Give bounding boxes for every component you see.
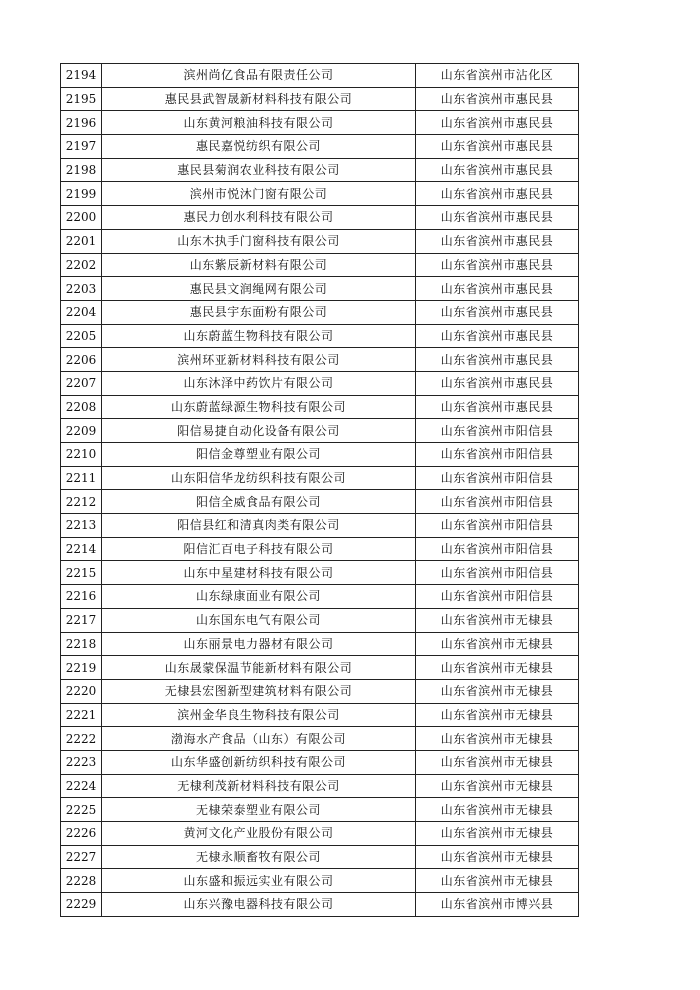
row-number-cell: 2204 — [61, 300, 102, 324]
table-row — [61, 324, 579, 348]
region-cell: 山东省滨州市惠民县 — [416, 87, 579, 111]
region-cell: 山东省滨州市阳信县 — [416, 561, 579, 585]
region-cell: 山东省滨州市无棣县 — [416, 679, 579, 703]
company-name-cell: 滨州环亚新材料科技有限公司 — [102, 348, 416, 372]
company-name-cell: 渤海水产食品（山东）有限公司 — [102, 727, 416, 751]
company-name-cell: 阳信全威食品有限公司 — [102, 490, 416, 514]
company-name-cell: 山东丽景电力器材有限公司 — [102, 632, 416, 656]
region-cell: 山东省滨州市无棣县 — [416, 656, 579, 680]
company-name-cell: 山东晟蒙保温节能新材料有限公司 — [102, 656, 416, 680]
company-name-cell: 阳信县红和清真肉类有限公司 — [102, 514, 416, 538]
region-cell: 山东省滨州市阳信县 — [416, 537, 579, 561]
region-cell: 山东省滨州市阳信县 — [416, 585, 579, 609]
table-row — [61, 798, 579, 822]
table-row — [61, 561, 579, 585]
table-row — [61, 632, 579, 656]
row-number-cell: 2205 — [61, 324, 102, 348]
company-name-cell: 山东国东电气有限公司 — [102, 608, 416, 632]
row-number-cell: 2209 — [61, 419, 102, 443]
row-number-cell: 2221 — [61, 703, 102, 727]
region-cell: 山东省滨州市无棣县 — [416, 608, 579, 632]
table-row — [61, 774, 579, 798]
row-number-cell: 2218 — [61, 632, 102, 656]
company-name-cell: 滨州金华良生物科技有限公司 — [102, 703, 416, 727]
region-cell: 山东省滨州市阳信县 — [416, 514, 579, 538]
company-name-cell: 山东木执手门窗科技有限公司 — [102, 229, 416, 253]
region-cell: 山东省滨州市惠民县 — [416, 348, 579, 372]
company-name-cell: 阳信易捷自动化设备有限公司 — [102, 419, 416, 443]
region-cell: 山东省滨州市惠民县 — [416, 324, 579, 348]
row-number-cell: 2195 — [61, 87, 102, 111]
row-number-cell: 2220 — [61, 679, 102, 703]
table-row — [61, 822, 579, 846]
company-name-cell: 惠民县菊润农业科技有限公司 — [102, 158, 416, 182]
table-row — [61, 466, 579, 490]
region-cell: 山东省滨州市惠民县 — [416, 300, 579, 324]
region-cell: 山东省滨州市无棣县 — [416, 774, 579, 798]
company-name-cell: 惠民县文润绳网有限公司 — [102, 277, 416, 301]
region-cell: 山东省滨州市惠民县 — [416, 229, 579, 253]
table-row — [61, 537, 579, 561]
region-cell: 山东省滨州市无棣县 — [416, 798, 579, 822]
table-row — [61, 893, 579, 917]
table-row — [61, 585, 579, 609]
company-name-cell: 惠民嘉悦纺织有限公司 — [102, 135, 416, 159]
table-row — [61, 395, 579, 419]
row-number-cell: 2217 — [61, 608, 102, 632]
region-cell: 山东省滨州市惠民县 — [416, 182, 579, 206]
table-row — [61, 253, 579, 277]
table-row — [61, 869, 579, 893]
table-row — [61, 229, 579, 253]
table-row — [61, 727, 579, 751]
table-row — [61, 703, 579, 727]
company-name-cell: 惠民县武智晟新材料科技有限公司 — [102, 87, 416, 111]
row-number-cell: 2223 — [61, 750, 102, 774]
region-cell: 山东省滨州市无棣县 — [416, 869, 579, 893]
company-name-cell: 山东华盛创新纺织科技有限公司 — [102, 750, 416, 774]
region-cell: 山东省滨州市无棣县 — [416, 727, 579, 751]
company-name-cell: 山东蔚蓝绿源生物科技有限公司 — [102, 395, 416, 419]
company-name-cell: 惠民县宇东面粉有限公司 — [102, 300, 416, 324]
region-cell: 山东省滨州市无棣县 — [416, 822, 579, 846]
region-cell: 山东省滨州市博兴县 — [416, 893, 579, 917]
company-name-cell: 山东兴豫电器科技有限公司 — [102, 893, 416, 917]
row-number-cell: 2197 — [61, 135, 102, 159]
row-number-cell: 2214 — [61, 537, 102, 561]
company-name-cell: 惠民力创水利科技有限公司 — [102, 206, 416, 230]
company-name-cell: 山东沐泽中药饮片有限公司 — [102, 371, 416, 395]
company-name-cell: 山东蔚蓝生物科技有限公司 — [102, 324, 416, 348]
row-number-cell: 2222 — [61, 727, 102, 751]
table-row — [61, 443, 579, 467]
table-row — [61, 206, 579, 230]
row-number-cell: 2215 — [61, 561, 102, 585]
region-cell: 山东省滨州市惠民县 — [416, 253, 579, 277]
region-cell: 山东省滨州市惠民县 — [416, 395, 579, 419]
row-number-cell: 2203 — [61, 277, 102, 301]
company-name-cell: 山东阳信华龙纺织科技有限公司 — [102, 466, 416, 490]
table-row — [61, 348, 579, 372]
row-number-cell: 2199 — [61, 182, 102, 206]
region-cell: 山东省滨州市无棣县 — [416, 632, 579, 656]
row-number-cell: 2211 — [61, 466, 102, 490]
region-cell: 山东省滨州市无棣县 — [416, 750, 579, 774]
region-cell: 山东省滨州市惠民县 — [416, 111, 579, 135]
table-row — [61, 371, 579, 395]
table-row — [61, 64, 579, 88]
table-row — [61, 679, 579, 703]
company-name-cell: 黄河文化产业股份有限公司 — [102, 822, 416, 846]
table-row — [61, 111, 579, 135]
row-number-cell: 2207 — [61, 371, 102, 395]
table-row — [61, 87, 579, 111]
row-number-cell: 2229 — [61, 893, 102, 917]
row-number-cell: 2194 — [61, 64, 102, 88]
region-cell: 山东省滨州市无棣县 — [416, 845, 579, 869]
region-cell: 山东省滨州市阳信县 — [416, 419, 579, 443]
region-cell: 山东省滨州市惠民县 — [416, 206, 579, 230]
row-number-cell: 2206 — [61, 348, 102, 372]
region-cell: 山东省滨州市惠民县 — [416, 277, 579, 301]
row-number-cell: 2212 — [61, 490, 102, 514]
company-name-cell: 无棣县宏图新型建筑材料有限公司 — [102, 679, 416, 703]
company-name-cell: 无棣利茂新材料科技有限公司 — [102, 774, 416, 798]
row-number-cell: 2200 — [61, 206, 102, 230]
row-number-cell: 2196 — [61, 111, 102, 135]
table-row — [61, 845, 579, 869]
table-row — [61, 608, 579, 632]
company-name-cell: 山东黄河粮油科技有限公司 — [102, 111, 416, 135]
table-row — [61, 656, 579, 680]
table-row — [61, 300, 579, 324]
company-name-cell: 滨州尚亿食品有限责任公司 — [102, 64, 416, 88]
table-row — [61, 750, 579, 774]
region-cell: 山东省滨州市阳信县 — [416, 490, 579, 514]
table-row — [61, 135, 579, 159]
row-number-cell: 2202 — [61, 253, 102, 277]
row-number-cell: 2226 — [61, 822, 102, 846]
company-name-cell: 无棣永顺畜牧有限公司 — [102, 845, 416, 869]
row-number-cell: 2219 — [61, 656, 102, 680]
table-row — [61, 419, 579, 443]
row-number-cell: 2198 — [61, 158, 102, 182]
company-name-cell: 山东绿康面业有限公司 — [102, 585, 416, 609]
table-row — [61, 490, 579, 514]
row-number-cell: 2225 — [61, 798, 102, 822]
table-row — [61, 158, 579, 182]
region-cell: 山东省滨州市惠民县 — [416, 158, 579, 182]
company-name-cell: 滨州市悦沐门窗有限公司 — [102, 182, 416, 206]
company-name-cell: 无棣荣泰塑业有限公司 — [102, 798, 416, 822]
row-number-cell: 2224 — [61, 774, 102, 798]
region-cell: 山东省滨州市无棣县 — [416, 703, 579, 727]
company-list-table — [60, 63, 579, 917]
company-name-cell: 山东盛和振远实业有限公司 — [102, 869, 416, 893]
row-number-cell: 2201 — [61, 229, 102, 253]
row-number-cell: 2208 — [61, 395, 102, 419]
table-row — [61, 514, 579, 538]
company-name-cell: 阳信汇百电子科技有限公司 — [102, 537, 416, 561]
row-number-cell: 2213 — [61, 514, 102, 538]
table-row — [61, 182, 579, 206]
row-number-cell: 2227 — [61, 845, 102, 869]
region-cell: 山东省滨州市沾化区 — [416, 64, 579, 88]
table-row — [61, 277, 579, 301]
row-number-cell: 2216 — [61, 585, 102, 609]
region-cell: 山东省滨州市阳信县 — [416, 443, 579, 467]
table-body — [61, 64, 579, 917]
region-cell: 山东省滨州市惠民县 — [416, 371, 579, 395]
region-cell: 山东省滨州市阳信县 — [416, 466, 579, 490]
company-name-cell: 阳信金尊塑业有限公司 — [102, 443, 416, 467]
row-number-cell: 2210 — [61, 443, 102, 467]
row-number-cell: 2228 — [61, 869, 102, 893]
region-cell: 山东省滨州市惠民县 — [416, 135, 579, 159]
company-name-cell: 山东紫辰新材料有限公司 — [102, 253, 416, 277]
company-name-cell: 山东中星建材科技有限公司 — [102, 561, 416, 585]
